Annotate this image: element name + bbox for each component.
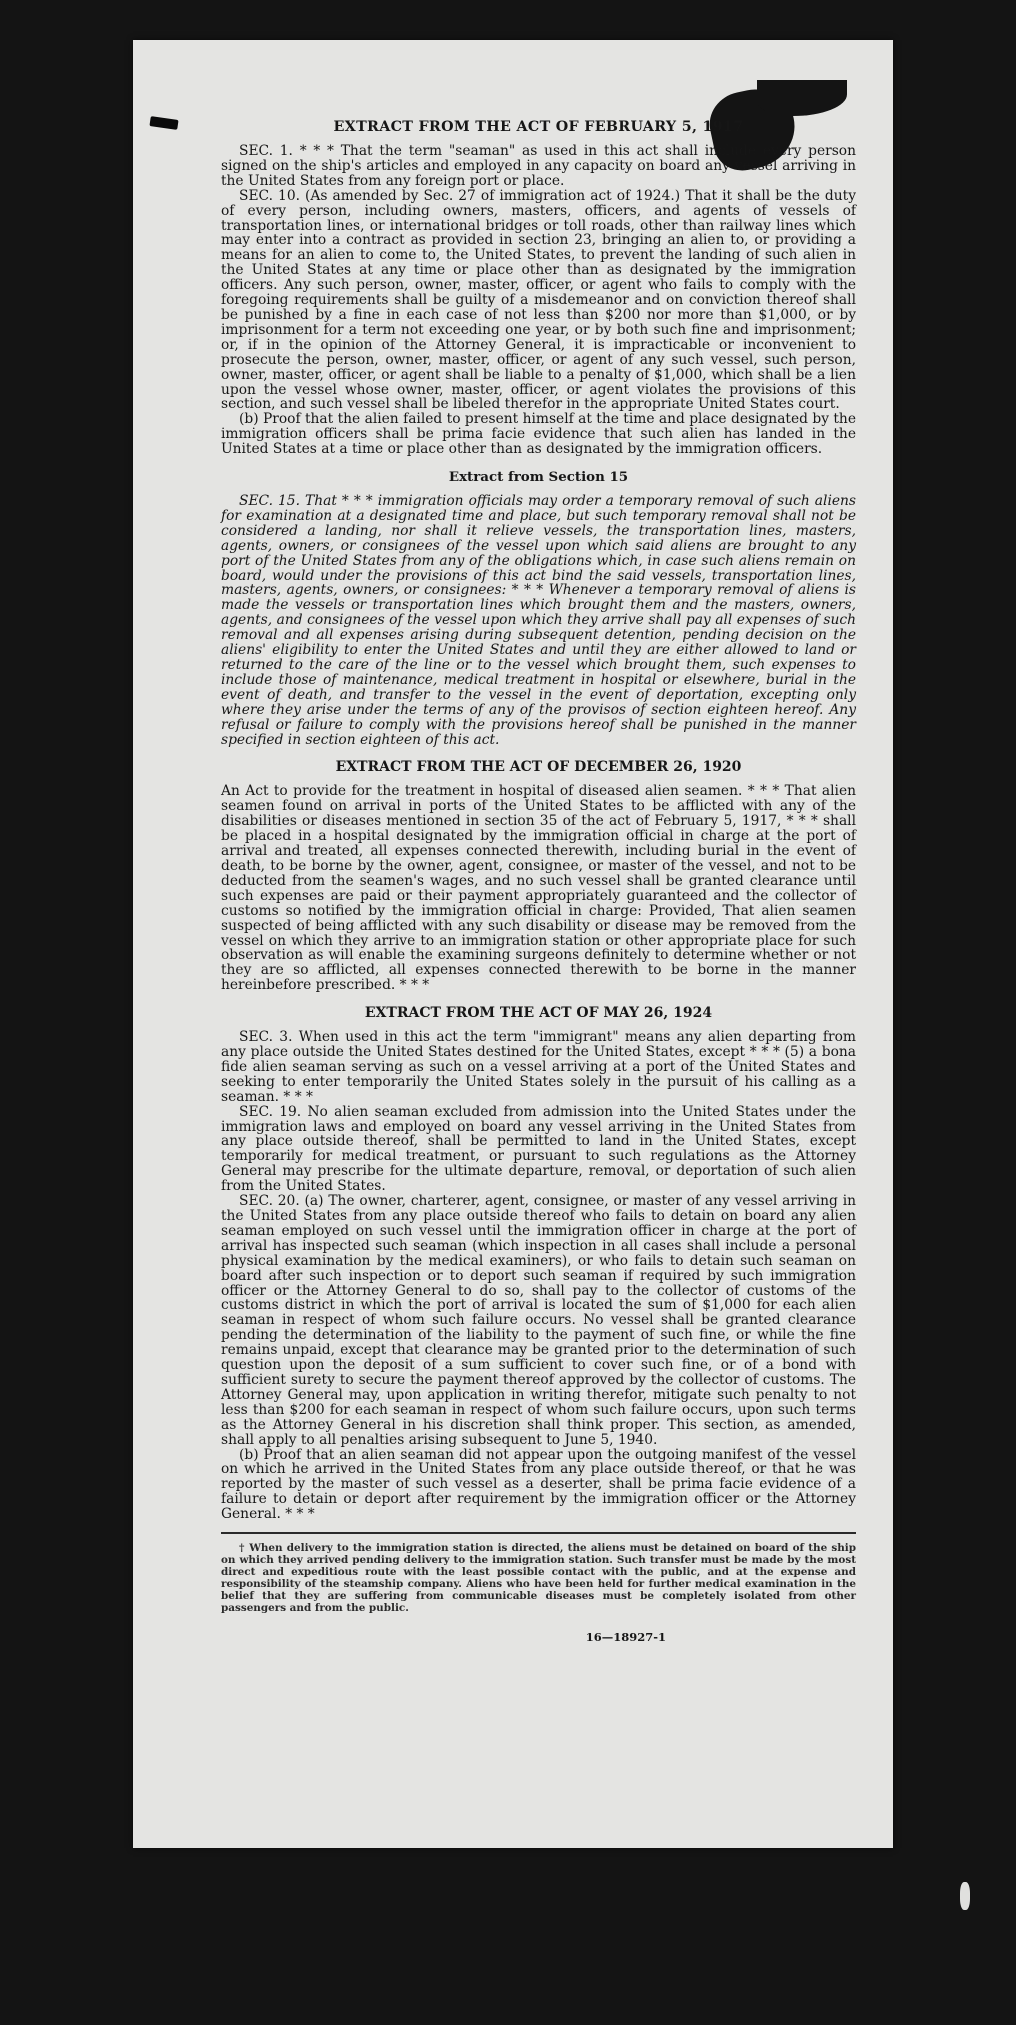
heading-act-1917: EXTRACT FROM THE ACT OF FEBRUARY 5, 1917 xyxy=(333,119,744,135)
heading-act-1924: EXTRACT FROM THE ACT OF MAY 26, 1924 xyxy=(364,1005,713,1022)
section-10: SEC. 10. (As amended by Sec. 27 of immigration act of 1924.) That it shall be the duty of every person, including owners, masters, officers, and agents of vessels of transportation lines, or international bridges or toll roads, other than railway lines which may enter into a contract as provided in section 23, bringing an alien to, or providing a means for an alien to come to, the United States, to prevent the landing of such alien in the United States at any time or place other than as designated by the immigration officers. Any such person, owner, master, officer, or agent who fails to comply with the foregoing requirements shall be guilty of a misdemeanor and on conviction thereof shall be punished by a fine in each case of not less than $200 nor more than $1,000, or by imprisonment for a term not exceeding one year, or by both such fine and imprisonment; or, if in the opinion of the Attorney General, it is impracticable or inconvenient to prosecute the person, owner, master, officer, or agent of any such vessel, such person, owner, master, officer, or agent shall be liable to a penalty of $1,000, which shall be a lien upon the vessel whose owner, master, officer, or agent violates the provisions of this section, and such vessel shall be libeled therefor in the appropriate United States court. xyxy=(221,187,856,413)
section-10-b: (b) Proof that the alien failed to present himself at the time and place designated by the immigration officers shall be prima facie evidence that such alien has landed in the United States at a time or place other than as designated by the immigration officers. xyxy=(221,411,856,458)
footnote-divider xyxy=(221,1532,856,1534)
document-text xyxy=(221,118,856,1644)
torn-edge xyxy=(757,80,847,116)
scan-artifact xyxy=(960,1882,970,1910)
section-20-b: (b) Proof that an alien seaman did not appear upon the outgoing manifest of the vessel on which he arrived in the United States from any place outside thereof, or that he was reported by the master of such vessel as a deserter, shall be prima facie evidence of a failure to detain or deport after requirement by the immigration officer or the Attorney General. * * * xyxy=(221,1446,856,1523)
act-1920-text: An Act to provide for the treatment in hospital of diseased alien seamen. * * * That alien seamen found on arrival in ports of the United States to be afflicted with any of the disabilities or diseases mentioned in section 35 of the act of February 5, 1917, * * * shall be placed in a hospital designated by the immigration official in charge at the port of arrival and treated, all expenses connected therewith, including burial in the event of death, to be borne by the owner, agent, consignee, or master of the vessel, and not to be deducted from the seamen's wages, and no such vessel shall be granted clearance until such expenses are paid or their payment appropriately guaranteed and the collector of customs so notified by the immigration official in charge: Provided, That alien seamen suspected of being afflicted with any such disability or disease may be removed from the vessel on which they arrive to an immigration station or other appropriate place for such observation as will enable the examining surgeons definitely to determine whether or not they are so afflicted, all expenses connected therewith to be borne in the manner hereinbefore prescribed. * * * xyxy=(221,783,856,994)
footnote: † When delivery to the immigration station is directed, the aliens must be detained on board of the ship on which they arrived pending delivery to the immigration station. Such transfer must be made by the most direct and expeditious route with the least possible contact with the public, and at the expense and responsibility of the steamship company. Aliens who have been held for further medical examination in the belief that they are suffering from communicable diseases must be completely isolated from other passengers and from the public. xyxy=(221,1542,856,1615)
section-3: SEC. 3. When used in this act the term "immigrant" means any alien departing from any place outside the United States destined for the United States, except * * * (5) a bona fide alien seaman serving as such on a vessel arriving at a port of the United States and seeking to enter temporarily the United States solely in the pursuit of his calling as a seaman. * * * xyxy=(221,1029,856,1105)
section-1: SEC. 1. * * * That the term "seaman" as used in this act shall include every person signed on the ship's articles and employed in any capacity on board any vessel arriving in the United States from any foreign port or place. xyxy=(221,143,856,189)
section-15: SEC. 15. That * * * immigration officials may order a temporary removal of such aliens for examination at a designated time and place, but such temporary removal shall not be considered a landing, nor shall it relieve vessels, the transportation lines, masters, agents, owners, or consignees of the vessel upon which said aliens are brought to any port of the United States from any of the obligations which, in case such aliens remain on board, would under the provisions of this act bind the said vessels, transportation lines, masters, agents, owners, or consignees: * * * Whenever a temporary removal of aliens is made the vessels or transportation lines which brought them and the masters, owners, agents, and consignees of the vessel upon which they arrive shall pay all expenses of such removal and all expenses arising during subsequent detention, pending decision on the aliens' eligibility to enter the United States and until they are either allowed to land or returned to the care of the line or to the vessel which brought them, such expenses to include those of maintenance, medical treatment in hospital or elsewhere, burial in the event of death, and transfer to the vessel in the event of deportation, excepting only where they arise under the terms of any of the provisos of section eighteen hereof. Any refusal or failure to comply with the provisions hereof shall be punished in the manner specified in section eighteen of this act. xyxy=(221,493,856,748)
form-code: 16—18927-1 xyxy=(585,1630,666,1645)
heading-act-1920: EXTRACT FROM THE ACT OF DECEMBER 26, 1920 xyxy=(335,759,742,776)
section-20: SEC. 20. (a) The owner, charterer, agent, consignee, or master of any vessel arriving in the United States from any place outside thereof who fails to detain on board any alien seaman employed on such vessel until the immigration officer in charge at the port of arrival has inspected such seaman (which inspection in all cases shall include a personal physical examination by the medical examiners), or who fails to detain such seaman on board after such inspection or to deport such seaman if required by such immigration officer or the Attorney General to do so, shall pay to the collector of customs of the customs district in which the port of arrival is located the sum of $1,000 for each alien seaman in respect of whom such failure occurs. No vessel shall be granted clearance pending the determination of the liability to the payment of such fine, or while the fine remains unpaid, except that clearance may be granted prior to the determination of such question upon the deposit of a sum sufficient to cover such fine, or of a bond with sufficient surety to secure the payment thereof approved by the collector of customs. The Attorney General may, upon application in writing therefor, mitigate such penalty to not less than $200 for each seaman in respect of whom such failure occurs, upon such terms as the Attorney General in his discretion shall think proper. This section, as amended, shall apply to all penalties arising subsequent to June 5, 1940. xyxy=(221,1193,856,1448)
section-19: SEC. 19. No alien seaman excluded from admission into the United States under the immigration laws and employed on board any vessel arriving in the United States from any place outside thereof, shall be permitted to land in the United States, except temporarily for medical treatment, or pursuant to such regulations as the Attorney General may prescribe for the ultimate departure, removal, or deportation of such alien from the United States. xyxy=(221,1103,856,1195)
subheading-section-15: Extract from Section 15 xyxy=(448,469,629,486)
